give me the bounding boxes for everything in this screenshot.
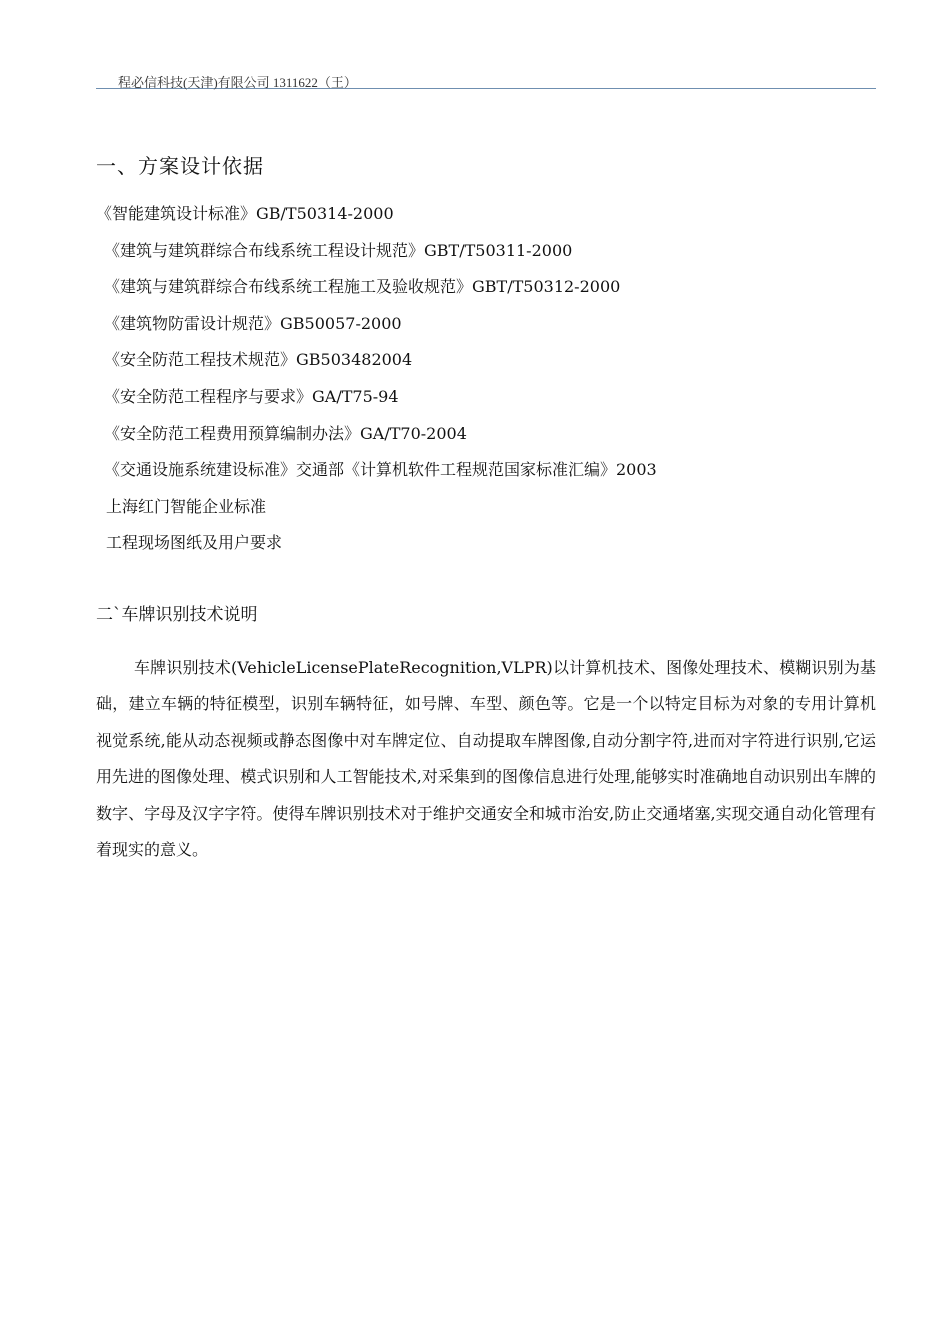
- reference-item: [96, 458, 657, 495]
- reference-item: [96, 239, 657, 276]
- reference-list: [96, 202, 657, 568]
- reference-item: [96, 422, 657, 459]
- header-company-text: 程必信科技(天津)有限公司 1311622（王）: [118, 75, 357, 90]
- body-paragraph: 车牌识别技术(VehicleLicensePlateRecognition,VLPR)以计算机技术、图像处理技术、模糊识别为基础，建立车辆的特征模型，识别车辆特征，如号牌、车型、颜色等。它是一个以特定目标为对象的专用计算机视觉系统,能从动态视频或静态图像中对车牌定位、自动提取车牌图像,自动分割字符,进而对字符进行识别,它运用先进的图像处理、模式识别和人工智能技术,对采集到的图像信息进行处理,能够实时准确地自动识别出车牌的数字、字母及汉字字符。使得车牌识别技术对于维护交通安全和城市治安,防止交通堵塞,实现交通自动化管理有着现实的意义。: [96, 658, 876, 860]
- reference-text: 《建筑物防雷设计规范》GB50057-2000: [104, 313, 402, 333]
- reference-item: [96, 312, 657, 349]
- reference-item: [96, 348, 657, 385]
- page-header: [96, 70, 876, 89]
- reference-text: 上海红门智能企业标准: [106, 496, 267, 516]
- reference-item: [96, 385, 657, 422]
- reference-item: [96, 495, 657, 532]
- reference-text: 《安全防范工程费用预算编制办法》GA/T70-2004: [104, 423, 467, 443]
- reference-item: [96, 531, 657, 568]
- section-title-design-basis: 一、方案设计依据: [96, 154, 264, 178]
- reference-text: 《安全防范工程程序与要求》GA/T75-94: [104, 386, 399, 406]
- reference-text: 《智能建筑设计标准》GB/T50314-2000: [96, 204, 394, 223]
- reference-text: 《交通设施系统建设标准》交通部《计算机软件工程规范国家标准汇编》2003: [104, 460, 657, 480]
- reference-text: 工程现场图纸及用户要求: [106, 533, 283, 553]
- reference-text: 《建筑与建筑群综合布线系统工程施工及验收规范》GBT/T50312-2000: [104, 277, 621, 297]
- reference-item: [96, 202, 657, 239]
- reference-text: 《安全防范工程技术规范》GB503482004: [104, 350, 413, 370]
- reference-text: 《建筑与建筑群综合布线系统工程设计规范》GBT/T50311-2000: [104, 240, 573, 260]
- reference-item: [96, 275, 657, 312]
- section-title-plate-recognition: 二`车牌识别技术说明: [96, 605, 258, 625]
